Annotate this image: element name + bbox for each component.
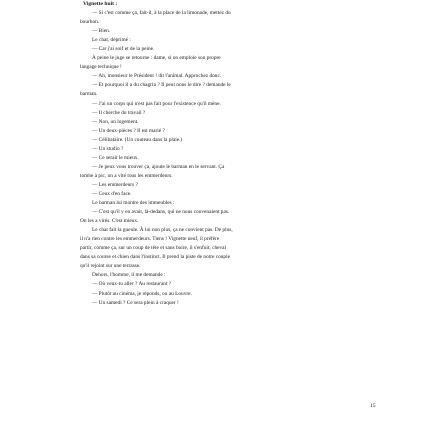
text-line: — Je peux vous trouver ça, ajoute le barman en le servant. Ça [92,163,225,170]
text-line: — Plutôt au cinéma, je réponds, ou au Louvre. [92,290,192,297]
text-line: langage technique ! [80,64,122,71]
text-line: — Non, un logement. [92,118,139,125]
text-line: On les a virés. C'est mieux. [80,218,139,225]
text-line: Le chat, déprimé : [92,37,131,44]
text-line: — Un samedi ? Ce sera plein à craquer ! [92,299,179,306]
text-line: qu'il rejoint sur une terrasse. [80,263,141,270]
text-line: dans sa course et chien dans l'instinct. Il prend la piste de notre couple [80,254,230,261]
text-line: Dehors, l'homme, il me demande : [92,272,166,279]
text-line: — Car j'ai soif et de la peine. [92,46,155,53]
body-text [80,0,386,308]
text-line: — Bien. [92,28,111,35]
text-line: tombe à pic, on a vité tous les emmerdeurs. [80,172,173,179]
paragraph-lines [80,9,386,308]
text-line: bourbon. [80,19,100,26]
text-line: — Où veux-tu aller ? Au restaurant ? [92,281,172,288]
text-line: À peine le juge se retourne : dame, si on emploie son propre [92,55,221,62]
text-line: — J'ai un corps qui n'est pas fait pour l'existence qu'il mène. [92,100,221,107]
text-line: — Si c'est comme ça, fait-il, à la place de la limonade, mettez du [92,10,231,17]
text-line: barman. [80,91,98,98]
text-line: — Célibataire. (Un couteau dans la plaie.) [92,136,183,143]
text-line: — Et pourquoi il a du chagrin ? Il peut nous le dire ? demande le [92,82,231,89]
text-line: — Un deux-pièces ? Il est marié ? [92,127,165,134]
text-line: — Ah, monsieur le Président ! dit l'animal. Approchez donc. [92,73,222,80]
text-line: — Ce serait le mieux. [92,154,139,161]
text-line: — Il cherche du travail ? [92,109,146,116]
text-line: — Un studio ? [92,145,124,152]
text-line: Le barman lui montre des immeubles : [92,200,175,207]
text-line: il n'a rien contre les emmerdeurs. Tiens ! Vignette neuf, il préfère [80,236,220,243]
text-line: Le chat fait la gueule. À lui non plus, ça ne convient pas. De plus, [92,227,233,234]
text-line: — Ceux d'en face. [92,190,132,197]
page-number: 15 [370,403,376,409]
text-line: — C'est qu'il y en avait, là-dedans, qui ne nous convenaient pas. [92,209,230,216]
section-heading: Vignette huit : [83,1,118,7]
text-line: partir, comme ça, sur un coup de tête et sans boire, il s'enfuit, cheval [80,245,227,252]
text-line: — Les emmerdeurs ? [92,181,138,188]
